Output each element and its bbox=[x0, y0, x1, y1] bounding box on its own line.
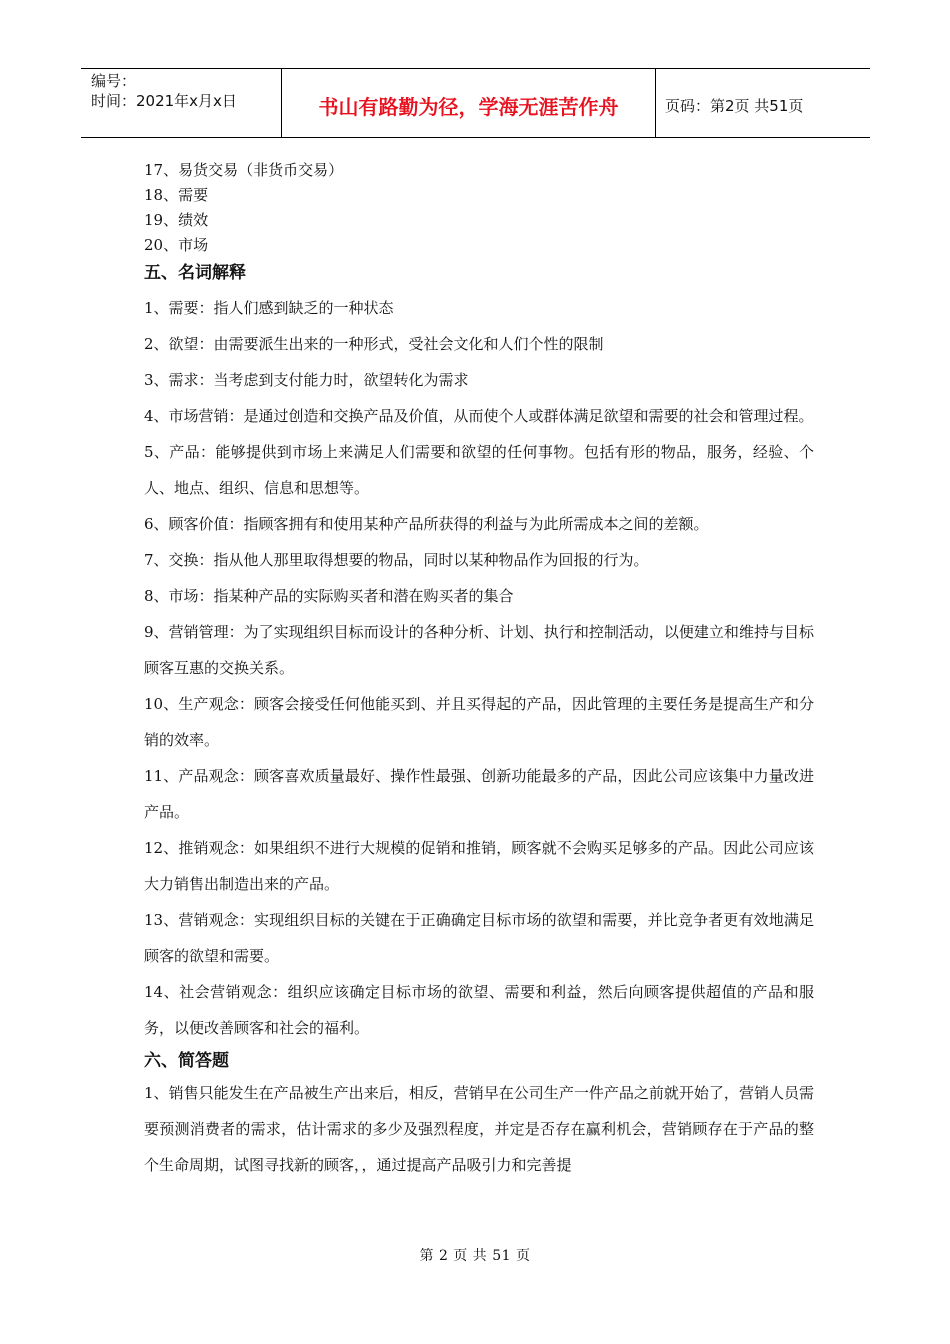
document-date: 时间：2021年x月x日 bbox=[91, 92, 237, 110]
page-footer: 第 2 页 共 51 页 bbox=[419, 1248, 531, 1264]
definition-item: 10、生产观念：顾客会接受任何他能买到、并且买得起的产品，因此管理的主要任务是提高生产和分销的效率。 bbox=[144, 695, 814, 749]
document-body bbox=[144, 158, 814, 1183]
term-item: 19、绩效 bbox=[144, 211, 209, 229]
definition-item: 3、需求：当考虑到支付能力时，欲望转化为需求 bbox=[144, 371, 469, 389]
definition-item: 8、市场：指某种产品的实际购买者和潜在购买者的集合 bbox=[144, 587, 514, 605]
definition-item: 12、推销观念：如果组织不进行大规模的促销和推销，顾客就不会购买足够多的产品。因此公司应该大力销售出制造出来的产品。 bbox=[144, 839, 814, 893]
section-heading-short-answers: 六、简答题 bbox=[144, 1051, 229, 1071]
terms-list bbox=[144, 158, 814, 258]
answer-paragraph: 1、销售只能发生在产品被生产出来后，相反，营销早在公司生产一件产品之前就开始了，营销人员需要预测消费者的需求，估计需求的多少及强烈程度，并定是否存在赢利机会，营销顾存在于产品的整个生命周期，试图寻找新的顾客，，通过提高产品吸引力和完善提 bbox=[144, 1084, 814, 1174]
definition-item: 9、营销管理：为了实现组织目标而设计的各种分析、计划、执行和控制活动，以便建立和维持与目标顾客互惠的交换关系。 bbox=[144, 623, 814, 677]
header-motto: 书山有路勤为径，学海无涯苦作舟 bbox=[282, 69, 656, 137]
definition-item: 7、交换：指从他人那里取得想要的物品，同时以某种物品作为回报的行为。 bbox=[144, 551, 649, 569]
term-item: 17、易货交易（非货币交易） bbox=[144, 161, 344, 179]
section-heading-definitions: 五、名词解释 bbox=[144, 263, 246, 283]
page-header bbox=[81, 68, 870, 138]
definition-item: 6、顾客价值：指顾客拥有和使用某种产品所获得的利益与为此所需成本之间的差额。 bbox=[144, 515, 709, 533]
header-page-info: 页码：第2页 共51页 bbox=[665, 96, 804, 115]
document-number-label: 编号： bbox=[91, 72, 137, 90]
short-answers bbox=[144, 1075, 814, 1183]
term-item: 18、需要 bbox=[144, 186, 209, 204]
definition-item: 1、需要：指人们感到缺乏的一种状态 bbox=[144, 299, 394, 317]
definitions-list bbox=[144, 290, 814, 1046]
definition-item: 4、市场营销：是通过创造和交换产品及价值，从而使个人或群体满足欲望和需要的社会和管理过程。 bbox=[144, 407, 814, 425]
definition-item: 2、欲望：由需要派生出来的一种形式，受社会文化和人们个性的限制 bbox=[144, 335, 604, 353]
definition-item: 11、产品观念：顾客喜欢质量最好、操作性最强、创新功能最多的产品，因此公司应该集中力量改进产品。 bbox=[144, 767, 814, 821]
definition-item: 14、社会营销观念：组织应该确定目标市场的欲望、需要和利益，然后向顾客提供超值的产品和服务，以便改善顾客和社会的福利。 bbox=[144, 983, 814, 1037]
header-meta bbox=[81, 69, 282, 137]
term-item: 20、市场 bbox=[144, 236, 209, 254]
definition-item: 13、营销观念：实现组织目标的关键在于正确确定目标市场的欲望和需要，并比竞争者更有效地满足顾客的欲望和需要。 bbox=[144, 911, 814, 965]
definition-item: 5、产品：能够提供到市场上来满足人们需要和欲望的任何事物。包括有形的物品，服务，经验、个人、地点、组织、信息和思想等。 bbox=[144, 443, 814, 497]
